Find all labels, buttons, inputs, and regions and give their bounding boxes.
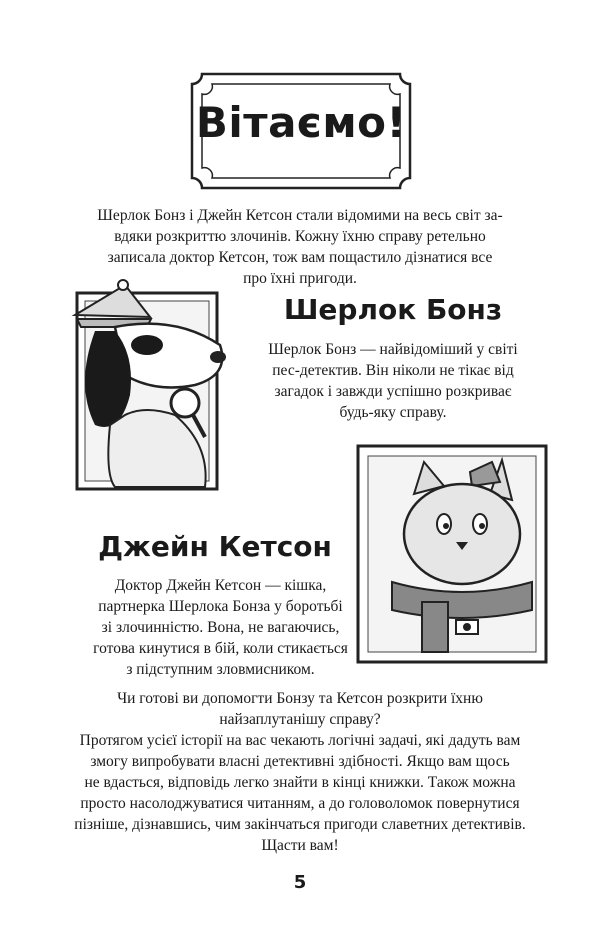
outro-paragraph xyxy=(55,688,545,856)
page-title: Вітаємо! xyxy=(195,98,407,147)
intro-line: вдяки розкриттю злочинів. Кожну їхню справу ретельно xyxy=(114,228,486,245)
outro-line: Протягом усієї історії на вас чекають логічні задачі, які дадуть вам xyxy=(79,732,521,749)
sherlock-heading: Шерлок Бонз xyxy=(283,293,503,326)
outro-line: не вдасться, відповідь легко знайти в кінці книжки. Також можна xyxy=(84,774,516,791)
sherlock-line: будь-яку справу. xyxy=(339,404,447,421)
jane-line: готова кинутися в бій, коли стикається xyxy=(93,640,348,657)
jane-line: з підступним зловмисником. xyxy=(126,661,315,678)
jane-line: партнерка Шерлока Бонза у боротьбі xyxy=(98,598,343,615)
sherlock-line: пес-детектив. Він ніколи не тікає від xyxy=(272,362,514,379)
jane-line: Доктор Джейн Кетсон — кішка, xyxy=(114,577,327,594)
outro-line: найзаплутанішу справу? xyxy=(219,711,381,728)
sherlock-line: загадок і завжди успішно розкриває xyxy=(274,383,512,400)
jane-description xyxy=(88,575,353,680)
jane-illustration xyxy=(352,442,552,667)
cat-detective-icon xyxy=(352,442,552,667)
outro-line: змогу випробувати власні детективні здібності. Якщо вам щось xyxy=(90,753,510,770)
page-number: 5 xyxy=(293,872,307,893)
outro-line: Щасти вам! xyxy=(261,837,339,854)
sherlock-illustration xyxy=(55,275,235,505)
title-frame xyxy=(190,72,412,190)
intro-line: про їхні пригоди. xyxy=(243,270,357,287)
outro-line: просто насолоджуватися читанням, а до головоломок повернутися xyxy=(80,795,520,812)
dog-detective-icon xyxy=(55,275,235,505)
sherlock-line: Шерлок Бонз — найвідоміший у світі xyxy=(268,341,518,358)
jane-heading: Джейн Кетсон xyxy=(98,530,332,563)
intro-line: записала доктор Кетсон, тож вам пощастило дізнатися все xyxy=(107,249,493,266)
sherlock-description xyxy=(258,339,528,423)
outro-line: Чи готові ви допомогти Бонзу та Кетсон розкрити їхню xyxy=(117,690,483,707)
outro-line: пізніше, дізнавшись, чим закінчаться пригоди славетних детективів. xyxy=(74,816,526,833)
intro-line: Шерлок Бонз і Джейн Кетсон стали відомими на весь світ за- xyxy=(97,207,503,224)
jane-line: зі злочинністю. Вона, не вагаючись, xyxy=(101,619,340,636)
